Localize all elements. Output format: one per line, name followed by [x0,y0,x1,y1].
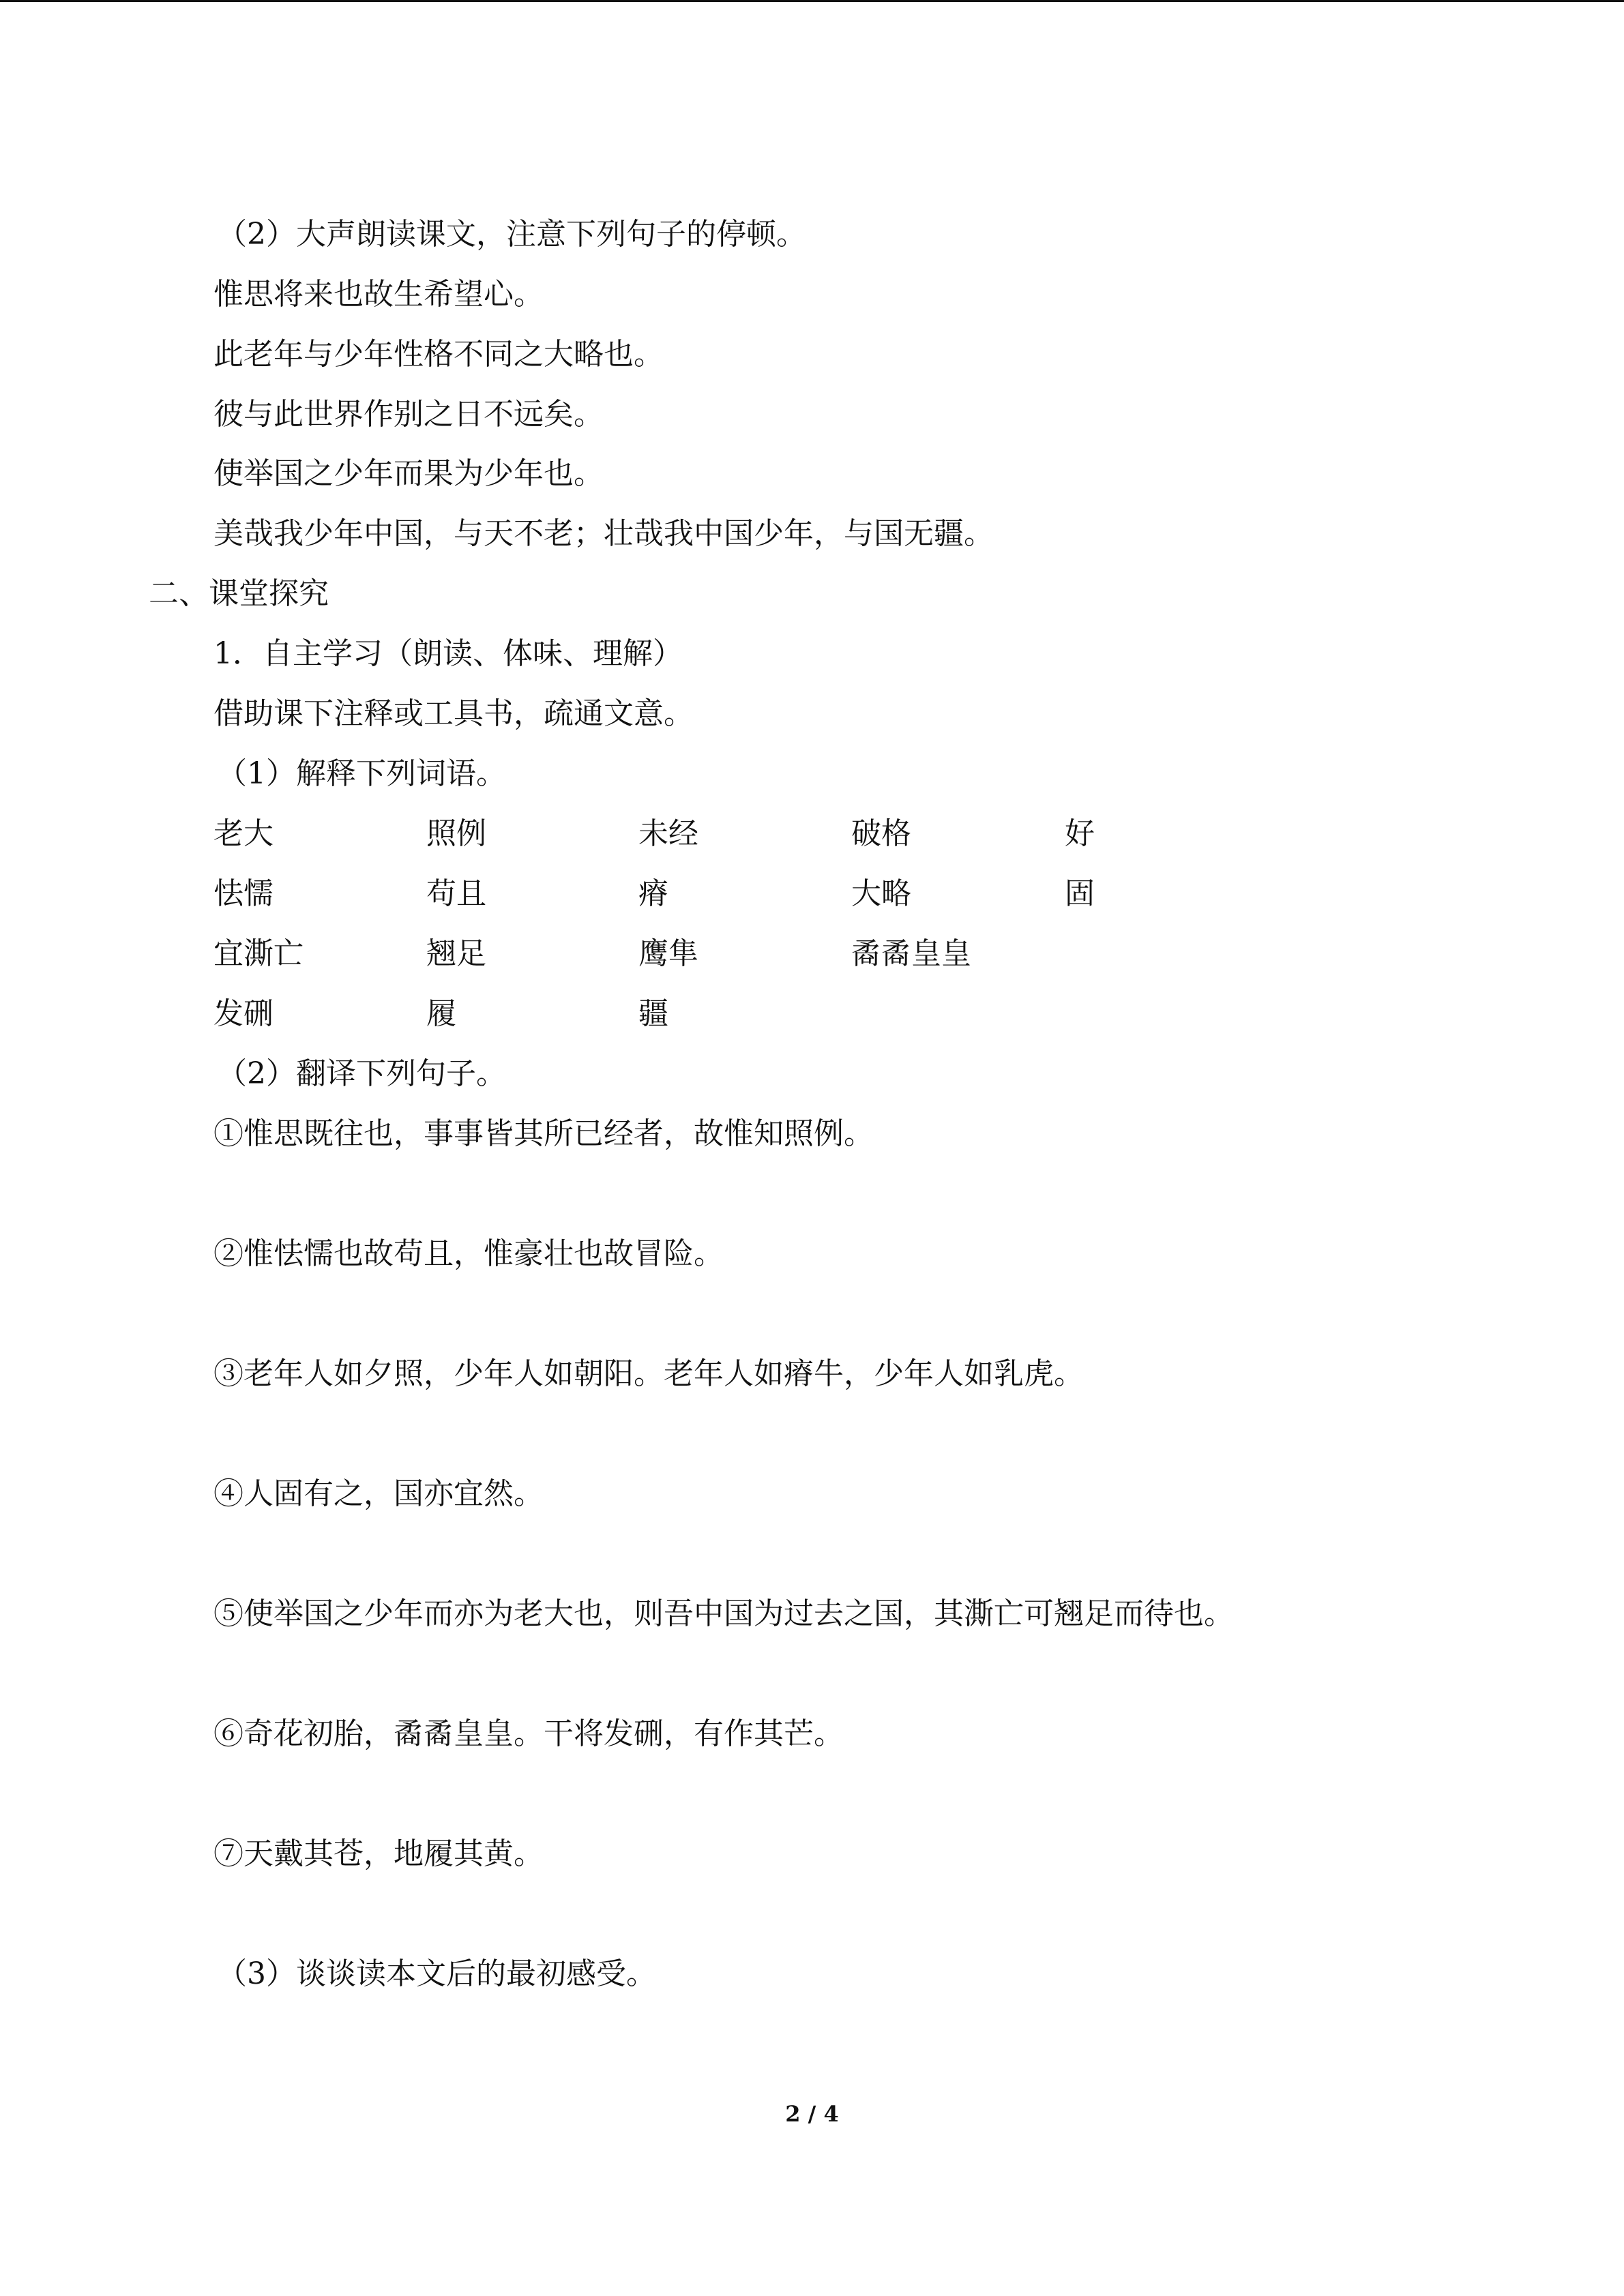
instruction-text: 借助课下注释或工具书，疏通文意。 [213,696,694,731]
word-item: 鹰隼 [638,936,698,971]
reading-task-heading: （2）大声朗读课文，注意下列句子的停顿。 [217,217,806,252]
word-item: 疆 [638,996,668,1031]
translate-sentence-2: ②惟怯懦也故苟且，惟豪壮也故冒险。 [213,1236,724,1271]
question-2-heading: （2）翻译下列句子。 [217,1056,506,1091]
reading-sentence-3: 彼与此世界作别之日不远矣。 [213,397,604,432]
word-item: 未经 [638,816,698,851]
reading-sentence-4: 使举国之少年而果为少年也。 [213,456,604,491]
word-item: 固 [1065,876,1095,911]
translate-sentence-6: ⑥奇花初胎，矞矞皇皇。干将发硎，有作其芒。 [213,1716,844,1751]
word-item: 照例 [426,816,486,851]
word-item: 翘足 [426,936,486,971]
word-item: 破格 [851,816,911,851]
page-number: 2 / 4 [785,2101,839,2127]
reading-sentence-1: 惟思将来也故生希望心。 [213,277,544,312]
top-border-rule [0,0,1624,2]
reading-sentence-5: 美哉我少年中国，与天不老；壮哉我中国少年，与国无疆。 [213,516,994,551]
subsection-heading: 1．自主学习（朗读、体味、理解） [213,636,683,671]
translate-sentence-5: ⑤使举国之少年而亦为老大也，则吾中国为过去之国，其澌亡可翘足而待也。 [213,1596,1234,1631]
translate-sentence-1: ①惟思既往也，事事皆其所已经者，故惟知照例。 [213,1116,874,1151]
translate-sentence-4: ④人固有之，国亦宜然。 [213,1476,544,1511]
word-item: 瘠 [638,876,668,911]
question-3-heading: （3）谈谈读本文后的最初感受。 [217,1956,656,1991]
section-heading: 二、课堂探究 [149,576,329,611]
word-item: 苟且 [426,876,486,911]
word-item: 发硎 [213,996,274,1031]
word-item: 大略 [851,876,911,911]
word-item: 宜澌亡 [213,936,304,971]
word-item: 怯懦 [213,876,274,911]
word-item: 矞矞皇皇 [851,936,971,971]
question-1-heading: （1）解释下列词语。 [217,756,506,791]
word-item: 好 [1065,816,1095,851]
reading-sentence-2: 此老年与少年性格不同之大略也。 [213,337,664,372]
translate-sentence-3: ③老年人如夕照，少年人如朝阳。老年人如瘠牛，少年人如乳虎。 [213,1356,1084,1391]
word-item: 履 [426,996,456,1031]
translate-sentence-7: ⑦天戴其苍，地履其黄。 [213,1836,544,1871]
word-item: 老大 [213,816,274,851]
